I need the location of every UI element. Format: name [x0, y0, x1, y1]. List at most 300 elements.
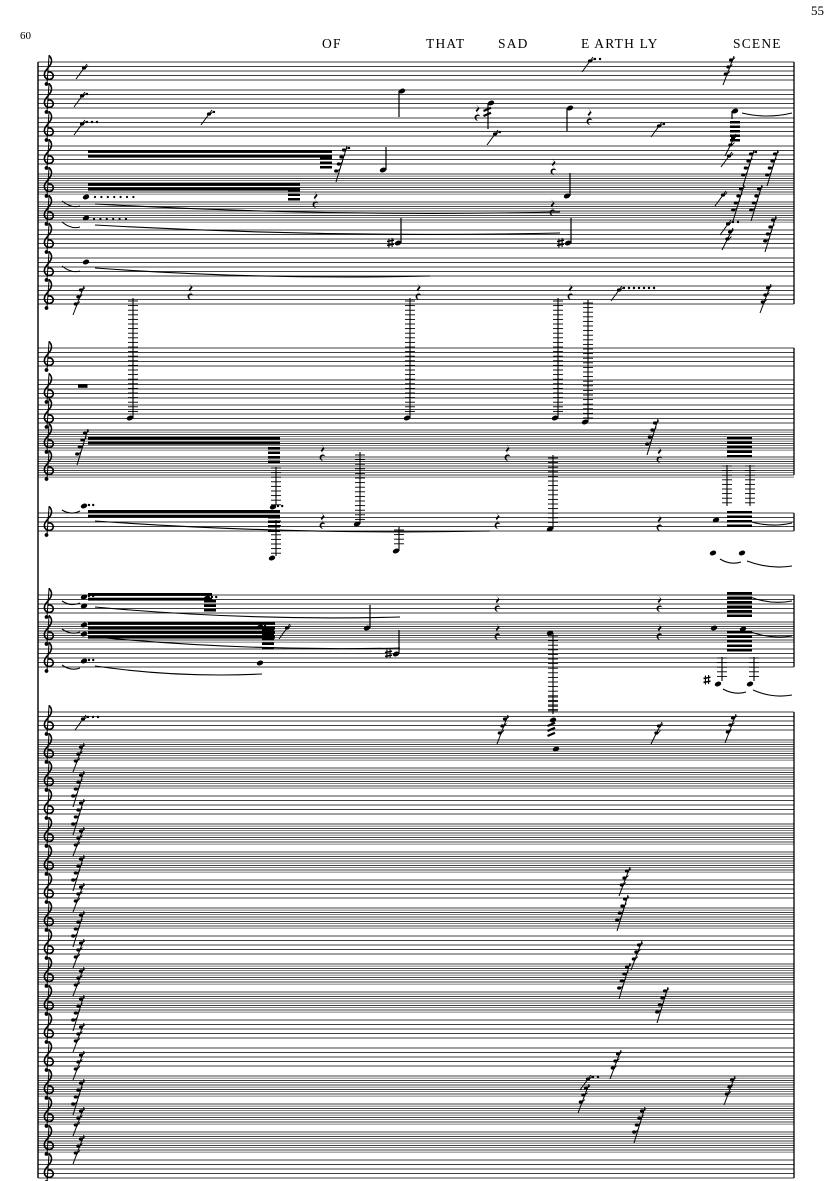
grace-note-head [625, 869, 629, 872]
grace-note-head [773, 152, 777, 155]
grace-note-head [76, 1144, 80, 1147]
beam-bar [88, 150, 332, 153]
duration-dot [213, 111, 215, 113]
beam-stack [268, 461, 280, 464]
lyric-word: SAD [498, 36, 529, 51]
grace-note-head [71, 1102, 75, 1105]
treble-clef-icon [44, 761, 53, 792]
grace-note-head [766, 286, 770, 289]
tremolo-slash [548, 728, 556, 731]
grace-slash [487, 130, 498, 145]
beam-stack [320, 162, 332, 165]
beam-stack [730, 126, 740, 129]
grace-note-head [74, 1067, 78, 1070]
quarter-rest [657, 446, 663, 463]
grace-note-head [637, 1116, 641, 1119]
duration-dot [88, 623, 90, 625]
grace-note-head [334, 169, 338, 172]
treble-clef-icon [44, 55, 53, 86]
quarter-rest [551, 158, 557, 175]
grace-note-head [74, 927, 78, 930]
beam-stack [268, 447, 280, 450]
note-head [714, 681, 722, 688]
beam-stack [727, 455, 752, 458]
treble-clef-icon [44, 1125, 53, 1156]
sharp-sign [385, 651, 392, 652]
grace-note-head [82, 66, 86, 69]
treble-clef-icon [44, 845, 53, 876]
duration-dot [663, 123, 665, 125]
grace-note-head [74, 871, 78, 874]
duration-dot [599, 58, 601, 60]
grace-note-head [74, 1039, 78, 1042]
page-number: 55 [811, 3, 824, 18]
duration-dot [211, 596, 213, 598]
beam-stack [727, 437, 752, 440]
duration-dot [96, 121, 98, 123]
duration-dot [93, 218, 95, 220]
beam-stack [288, 189, 300, 192]
grace-note-head [653, 421, 657, 424]
grace-slash [75, 715, 86, 730]
duration-dot [120, 196, 122, 198]
grace-note-head [79, 288, 83, 291]
grace-note-head [79, 1137, 83, 1140]
grace-note-head [76, 295, 80, 298]
grace-note-head [79, 857, 83, 860]
grace-note-head [770, 159, 774, 162]
duration-dot [281, 505, 283, 507]
grace-note-head [76, 836, 80, 839]
grace-note-head [71, 934, 75, 937]
quarter-rest [313, 191, 319, 208]
duration-dot [653, 287, 655, 289]
grace-note-head [615, 918, 619, 921]
duration-dot [99, 218, 101, 220]
duration-dot [88, 504, 90, 506]
beam-stack [727, 525, 752, 528]
beam-bar [88, 442, 280, 445]
treble-clef-icon [44, 957, 53, 988]
treble-clef-icon [44, 279, 53, 310]
beam-bar [88, 631, 275, 634]
grace-note-head [79, 1081, 83, 1084]
lyric-word: OF [322, 36, 342, 51]
grace-note-head [80, 438, 84, 441]
duration-dot [92, 659, 94, 661]
grace-note-head [731, 716, 735, 719]
grace-note-head [731, 208, 735, 211]
grace-slash [611, 286, 622, 301]
grace-note-head [749, 208, 753, 211]
beam-stack [262, 638, 274, 641]
grace-note-head [623, 897, 627, 900]
grace-note-head [763, 293, 767, 296]
duration-dot [119, 218, 121, 220]
note-head [82, 194, 90, 201]
duration-dot [91, 121, 93, 123]
grace-note-head [76, 864, 80, 867]
measure-number: 60 [20, 30, 31, 42]
grace-note-head [339, 155, 343, 158]
grace-note-head [79, 745, 83, 748]
duration-dot [92, 716, 94, 718]
grace-note-head [76, 808, 80, 811]
grace-note-flag [658, 731, 661, 733]
grace-note-head [657, 124, 661, 127]
duration-dot [86, 93, 88, 95]
grace-note-head [754, 194, 758, 197]
grace-note-head [588, 59, 592, 62]
tie-slur [62, 510, 80, 513]
treble-clef-icon [44, 1097, 53, 1128]
grace-note-head [728, 143, 732, 146]
treble-clef-icon [44, 83, 53, 114]
beam-stack [727, 446, 752, 449]
grace-note-head [620, 979, 624, 982]
quarter-rest [505, 444, 511, 461]
duration-dot [623, 287, 625, 289]
beam-stack [204, 605, 216, 608]
treble-clef-icon [44, 195, 53, 226]
grace-note-head [766, 232, 770, 235]
beam-stack [268, 456, 280, 459]
duration-dot [88, 632, 90, 634]
duration-dot [215, 596, 217, 598]
duration-dot [87, 716, 89, 718]
grace-note-head [79, 801, 83, 804]
grace-note-head [625, 965, 629, 968]
grace-slash [651, 122, 662, 137]
note-head [746, 681, 754, 688]
beam-bar [88, 510, 280, 513]
treble-clef-icon [44, 1013, 53, 1044]
treble-clef-icon [44, 929, 53, 960]
grace-note-head [76, 1088, 80, 1091]
tie-slur [747, 561, 792, 567]
grace-note-head [79, 941, 83, 944]
duration-dot [86, 121, 88, 123]
note-head [80, 503, 88, 510]
grace-note-head [74, 955, 78, 958]
treble-clef-icon [44, 1041, 53, 1072]
note-head [80, 622, 88, 629]
grace-note-head [757, 187, 761, 190]
treble-clef-icon [44, 901, 53, 932]
grace-note-head [730, 1078, 734, 1081]
grace-note-head [728, 723, 732, 726]
sharp-sign [704, 681, 711, 682]
duration-dot [92, 504, 94, 506]
grace-note-head [761, 300, 765, 303]
duration-dot [594, 58, 596, 60]
duration-dot [107, 196, 109, 198]
grace-note-head [768, 166, 772, 169]
grace-note-head [76, 780, 80, 783]
duration-dot [633, 287, 635, 289]
grace-note-head [620, 904, 624, 907]
grace-note-head [721, 193, 725, 196]
grace-note-head [645, 442, 649, 445]
beam-stack [727, 601, 752, 604]
grace-note-head [729, 58, 733, 61]
treble-clef-icon [44, 642, 53, 673]
beam-stack [727, 606, 752, 609]
grace-note-head [76, 1004, 80, 1007]
grace-note-head [79, 1025, 83, 1028]
duration-dot [592, 1076, 594, 1078]
treble-clef-icon [44, 450, 53, 481]
beam-stack [727, 597, 752, 600]
grace-note-head [79, 773, 83, 776]
grace-note-head [613, 1059, 617, 1062]
duration-dot [648, 287, 650, 289]
beam-bar [88, 155, 332, 158]
grace-note-head [76, 892, 80, 895]
duration-dot [499, 131, 501, 133]
grace-note-head [74, 815, 78, 818]
grace-note-head [71, 878, 75, 881]
note-head [710, 625, 718, 632]
grace-note-head [80, 94, 84, 97]
grace-note-head [728, 230, 732, 233]
grace-note-head [74, 1123, 78, 1126]
grace-note-head [660, 996, 664, 999]
beam-stack [727, 649, 752, 652]
duration-dot [88, 659, 90, 661]
sharp-sign [385, 655, 392, 656]
tie-slur [95, 637, 400, 649]
grace-note-head [337, 162, 341, 165]
duration-dot [597, 1076, 599, 1078]
tie-slur [742, 113, 792, 116]
treble-clef-icon [44, 789, 53, 820]
grace-note-head [617, 986, 621, 989]
grace-note-head [658, 1003, 662, 1006]
beam-stack [262, 634, 274, 637]
beam-stack [262, 643, 274, 646]
quarter-rest [320, 444, 326, 461]
beam-bar [88, 593, 212, 596]
tie-slur [62, 222, 80, 228]
grace-note-head [741, 173, 745, 176]
beam-stack [288, 198, 300, 201]
quarter-rest [188, 283, 194, 300]
note-head [738, 550, 746, 557]
grace-note-head [79, 1109, 83, 1112]
treble-clef-icon [44, 705, 53, 736]
lyric-word: THAT [426, 36, 466, 51]
tie-slur [748, 631, 792, 637]
beam-stack [727, 442, 752, 445]
grace-note-head [500, 724, 504, 727]
grace-note-head [657, 724, 661, 727]
grace-note-head [731, 136, 735, 139]
duration-dot [732, 221, 734, 223]
grace-note-head [83, 431, 87, 434]
grace-note-head [498, 731, 502, 734]
half-rest [78, 384, 88, 388]
grace-note-head [726, 730, 730, 733]
grace-note-head [655, 1010, 659, 1013]
grace-note-head [79, 1053, 83, 1056]
duration-dot [94, 196, 96, 198]
grace-note-head [76, 1032, 80, 1035]
grace-note-head [493, 132, 497, 135]
grace-note-head [739, 187, 743, 190]
grace-note-head [634, 950, 638, 953]
treble-clef-icon [44, 588, 53, 619]
note-head [549, 717, 557, 724]
grace-note-head [749, 152, 753, 155]
notation-layer [38, 55, 794, 1181]
duration-dot [348, 147, 350, 149]
grace-note-head [503, 717, 507, 720]
sharp-sign [557, 244, 564, 245]
note-head [268, 555, 276, 562]
grace-note-head [771, 218, 775, 221]
beam-stack [727, 511, 752, 514]
quarter-rest [475, 104, 481, 121]
grace-note-head [734, 201, 738, 204]
beam-bar [88, 188, 300, 191]
beam-stack [262, 629, 274, 632]
grace-note-head [736, 194, 740, 197]
grace-note-head [76, 1116, 80, 1119]
grace-note-head [71, 794, 75, 797]
grace-note-head [768, 225, 772, 228]
sharp-sign [387, 240, 394, 241]
grace-note-head [727, 1085, 731, 1088]
treble-clef-icon [44, 615, 53, 646]
treble-clef-icon [44, 733, 53, 764]
grace-note-head [74, 843, 78, 846]
grace-note-head [78, 445, 82, 448]
treble-clef-icon [44, 223, 53, 254]
grace-note-head [648, 435, 652, 438]
grace-note-head [584, 1086, 588, 1089]
grace-note-head [285, 626, 289, 629]
duration-dot [126, 196, 128, 198]
treble-clef-icon [44, 1069, 53, 1100]
duration-dot [112, 218, 114, 220]
grace-note-head [632, 957, 636, 960]
duration-dot [132, 196, 134, 198]
note-head [80, 658, 88, 665]
beam-stack [727, 636, 752, 639]
grace-note-head [617, 288, 621, 291]
grace-note-head [726, 65, 730, 68]
tie-slur [720, 559, 741, 563]
duration-dot [88, 595, 90, 597]
beam-bar [88, 183, 300, 186]
beam-bar [88, 636, 275, 639]
grace-note-head [611, 1066, 615, 1069]
grace-note-head [620, 883, 624, 886]
grace-note-head [726, 222, 730, 225]
note-head [256, 660, 264, 667]
treble-clef-icon [44, 1153, 53, 1181]
note-head [80, 631, 88, 638]
beam-stack [730, 139, 740, 142]
grace-note-head [632, 1130, 636, 1133]
beam-bar [88, 622, 275, 625]
grace-note-head [79, 885, 83, 888]
treble-clef-icon [44, 817, 53, 848]
quarter-rest [416, 283, 422, 300]
grace-note-head [74, 759, 78, 762]
grace-note-head [71, 1018, 75, 1021]
grace-note-head [74, 1095, 78, 1098]
grace-note-head [622, 972, 626, 975]
grace-note-head [581, 1093, 585, 1096]
grace-note-head [76, 1060, 80, 1063]
grace-note-head [746, 159, 750, 162]
beam-stack [320, 166, 332, 169]
grace-note-head [76, 752, 80, 755]
grace-note-head [74, 983, 78, 986]
sharp-sign [387, 244, 394, 245]
beam-stack [727, 640, 752, 643]
treble-clef-icon [44, 111, 53, 142]
duration-dot [125, 218, 127, 220]
grace-note-head [752, 201, 756, 204]
beam-stack [727, 592, 752, 595]
duration-dot [106, 218, 108, 220]
duration-dot [264, 625, 266, 627]
grace-note-head [637, 943, 641, 946]
grace-note-head [79, 829, 83, 832]
grace-note-head [76, 976, 80, 979]
duration-dot [643, 287, 645, 289]
grace-note-head [74, 787, 78, 790]
duration-dot [92, 595, 94, 597]
beam-stack [268, 516, 280, 519]
duration-dot [100, 196, 102, 198]
beam-stack [727, 610, 752, 613]
sharp-sign [704, 677, 711, 678]
grace-note-head [74, 1011, 78, 1014]
grace-note-head [622, 876, 626, 879]
beam-stack [727, 615, 752, 618]
treble-clef-icon [44, 139, 53, 170]
tie-slur [723, 689, 746, 693]
treble-clef-icon [44, 251, 53, 282]
quarter-rest [550, 199, 556, 216]
beam-stack [320, 157, 332, 160]
beam-stack [204, 609, 216, 612]
grace-note-head [76, 948, 80, 951]
grace-note-head [765, 173, 769, 176]
grace-note-head [635, 1123, 639, 1126]
grace-note-head [640, 1109, 644, 1112]
beam-stack [727, 516, 752, 519]
beam-stack [727, 451, 752, 454]
grace-note-head [342, 148, 346, 151]
sharp-sign [557, 240, 564, 241]
beam-bar [88, 515, 280, 518]
grace-note-head [79, 913, 83, 916]
grace-note-head [727, 154, 731, 157]
beam-bar [88, 627, 275, 630]
grace-note-head [74, 1151, 78, 1154]
duration-dot [97, 716, 99, 718]
beam-stack [268, 452, 280, 455]
beam-bar [88, 598, 212, 601]
duration-dot [755, 151, 757, 153]
grace-note-head [725, 237, 729, 240]
treble-clef-icon [44, 873, 53, 904]
